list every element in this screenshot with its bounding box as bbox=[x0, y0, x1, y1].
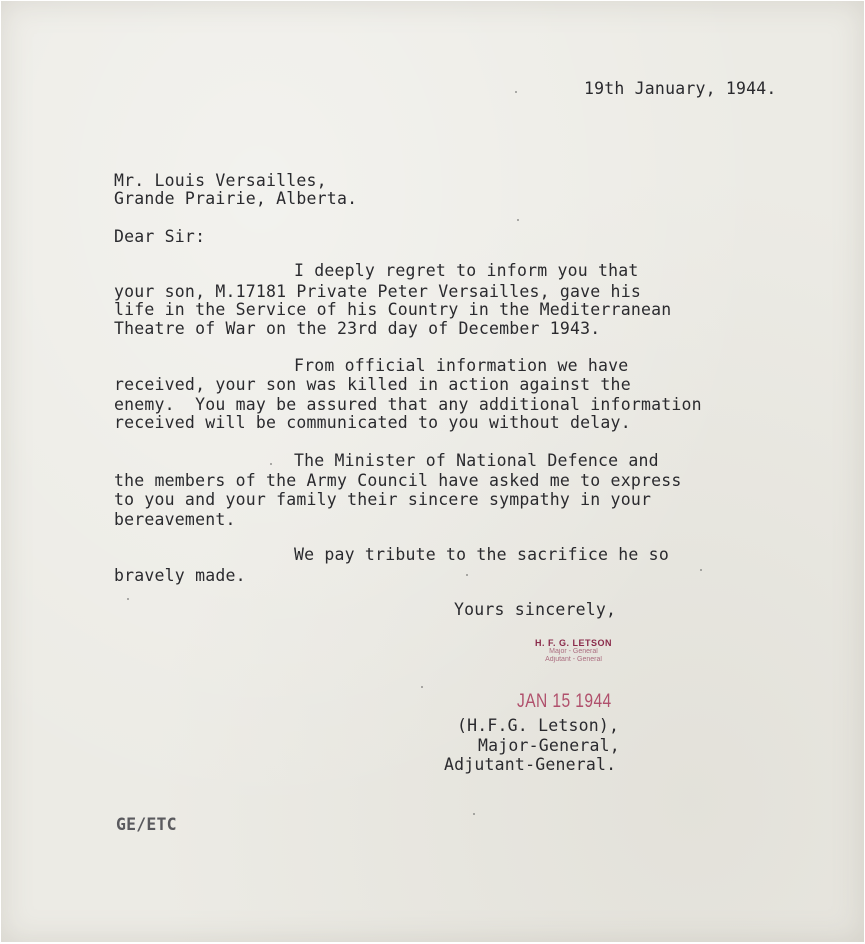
paragraph-4-line: bravely made. bbox=[114, 566, 246, 585]
paragraph-3-line: bereavement. bbox=[114, 510, 236, 529]
closing: Yours sincerely, bbox=[454, 600, 617, 619]
signature-stamp bbox=[511, 638, 636, 664]
paper-speck bbox=[127, 598, 129, 600]
paragraph-3-line: The Minister of National Defence and bbox=[294, 451, 659, 470]
paragraph-2-line: From official information we have bbox=[294, 356, 629, 375]
stamp-rank: Major - General bbox=[549, 648, 598, 656]
paragraph-4-line: We pay tribute to the sacrifice he so bbox=[294, 545, 669, 564]
reference-initials: GE/ETC bbox=[116, 815, 177, 834]
signatory-title: Adjutant-General. bbox=[444, 755, 617, 774]
received-date-stamp: JAN 15 1944 bbox=[517, 691, 612, 712]
paper-speck bbox=[270, 463, 272, 465]
paper-speck bbox=[700, 569, 702, 571]
paragraph-1-line: I deeply regret to inform you that bbox=[294, 261, 639, 280]
paragraph-2-line: enemy. You may be assured that any additional information bbox=[114, 395, 702, 414]
paragraph-2-line: received will be communicated to you without delay. bbox=[114, 413, 631, 432]
paragraph-1-line: Theatre of War on the 23rd day of December 1943. bbox=[114, 319, 601, 338]
paragraph-1-line: life in the Service of his Country in the Mediterranean bbox=[114, 300, 672, 319]
stamp-name: H. F. G. LETSON bbox=[534, 638, 612, 648]
paper-speck bbox=[517, 219, 519, 221]
recipient-address: Grande Prairie, Alberta. bbox=[114, 189, 358, 208]
stamp-title: Adjutant - General bbox=[545, 656, 602, 664]
paper-speck bbox=[515, 91, 517, 93]
paragraph-3-line: the members of the Army Council have asked me to express bbox=[114, 471, 682, 490]
paper-speck bbox=[421, 686, 423, 688]
letter-page bbox=[1, 1, 864, 942]
paper-speck bbox=[466, 574, 468, 576]
recipient-name: Mr. Louis Versailles, bbox=[114, 171, 327, 190]
paragraph-3-line: to you and your family their sincere sympathy in your bbox=[114, 490, 652, 509]
letter-date: 19th January, 1944. bbox=[584, 79, 777, 98]
signatory-rank: Major-General, bbox=[478, 736, 620, 755]
paragraph-1-line: your son, M.17181 Private Peter Versailles, gave his bbox=[114, 282, 641, 301]
salutation: Dear Sir: bbox=[114, 227, 206, 246]
paper-speck bbox=[473, 813, 475, 815]
signatory-name: (H.F.G. Letson), bbox=[457, 716, 620, 735]
paragraph-2-line: received, your son was killed in action against the bbox=[114, 375, 631, 394]
